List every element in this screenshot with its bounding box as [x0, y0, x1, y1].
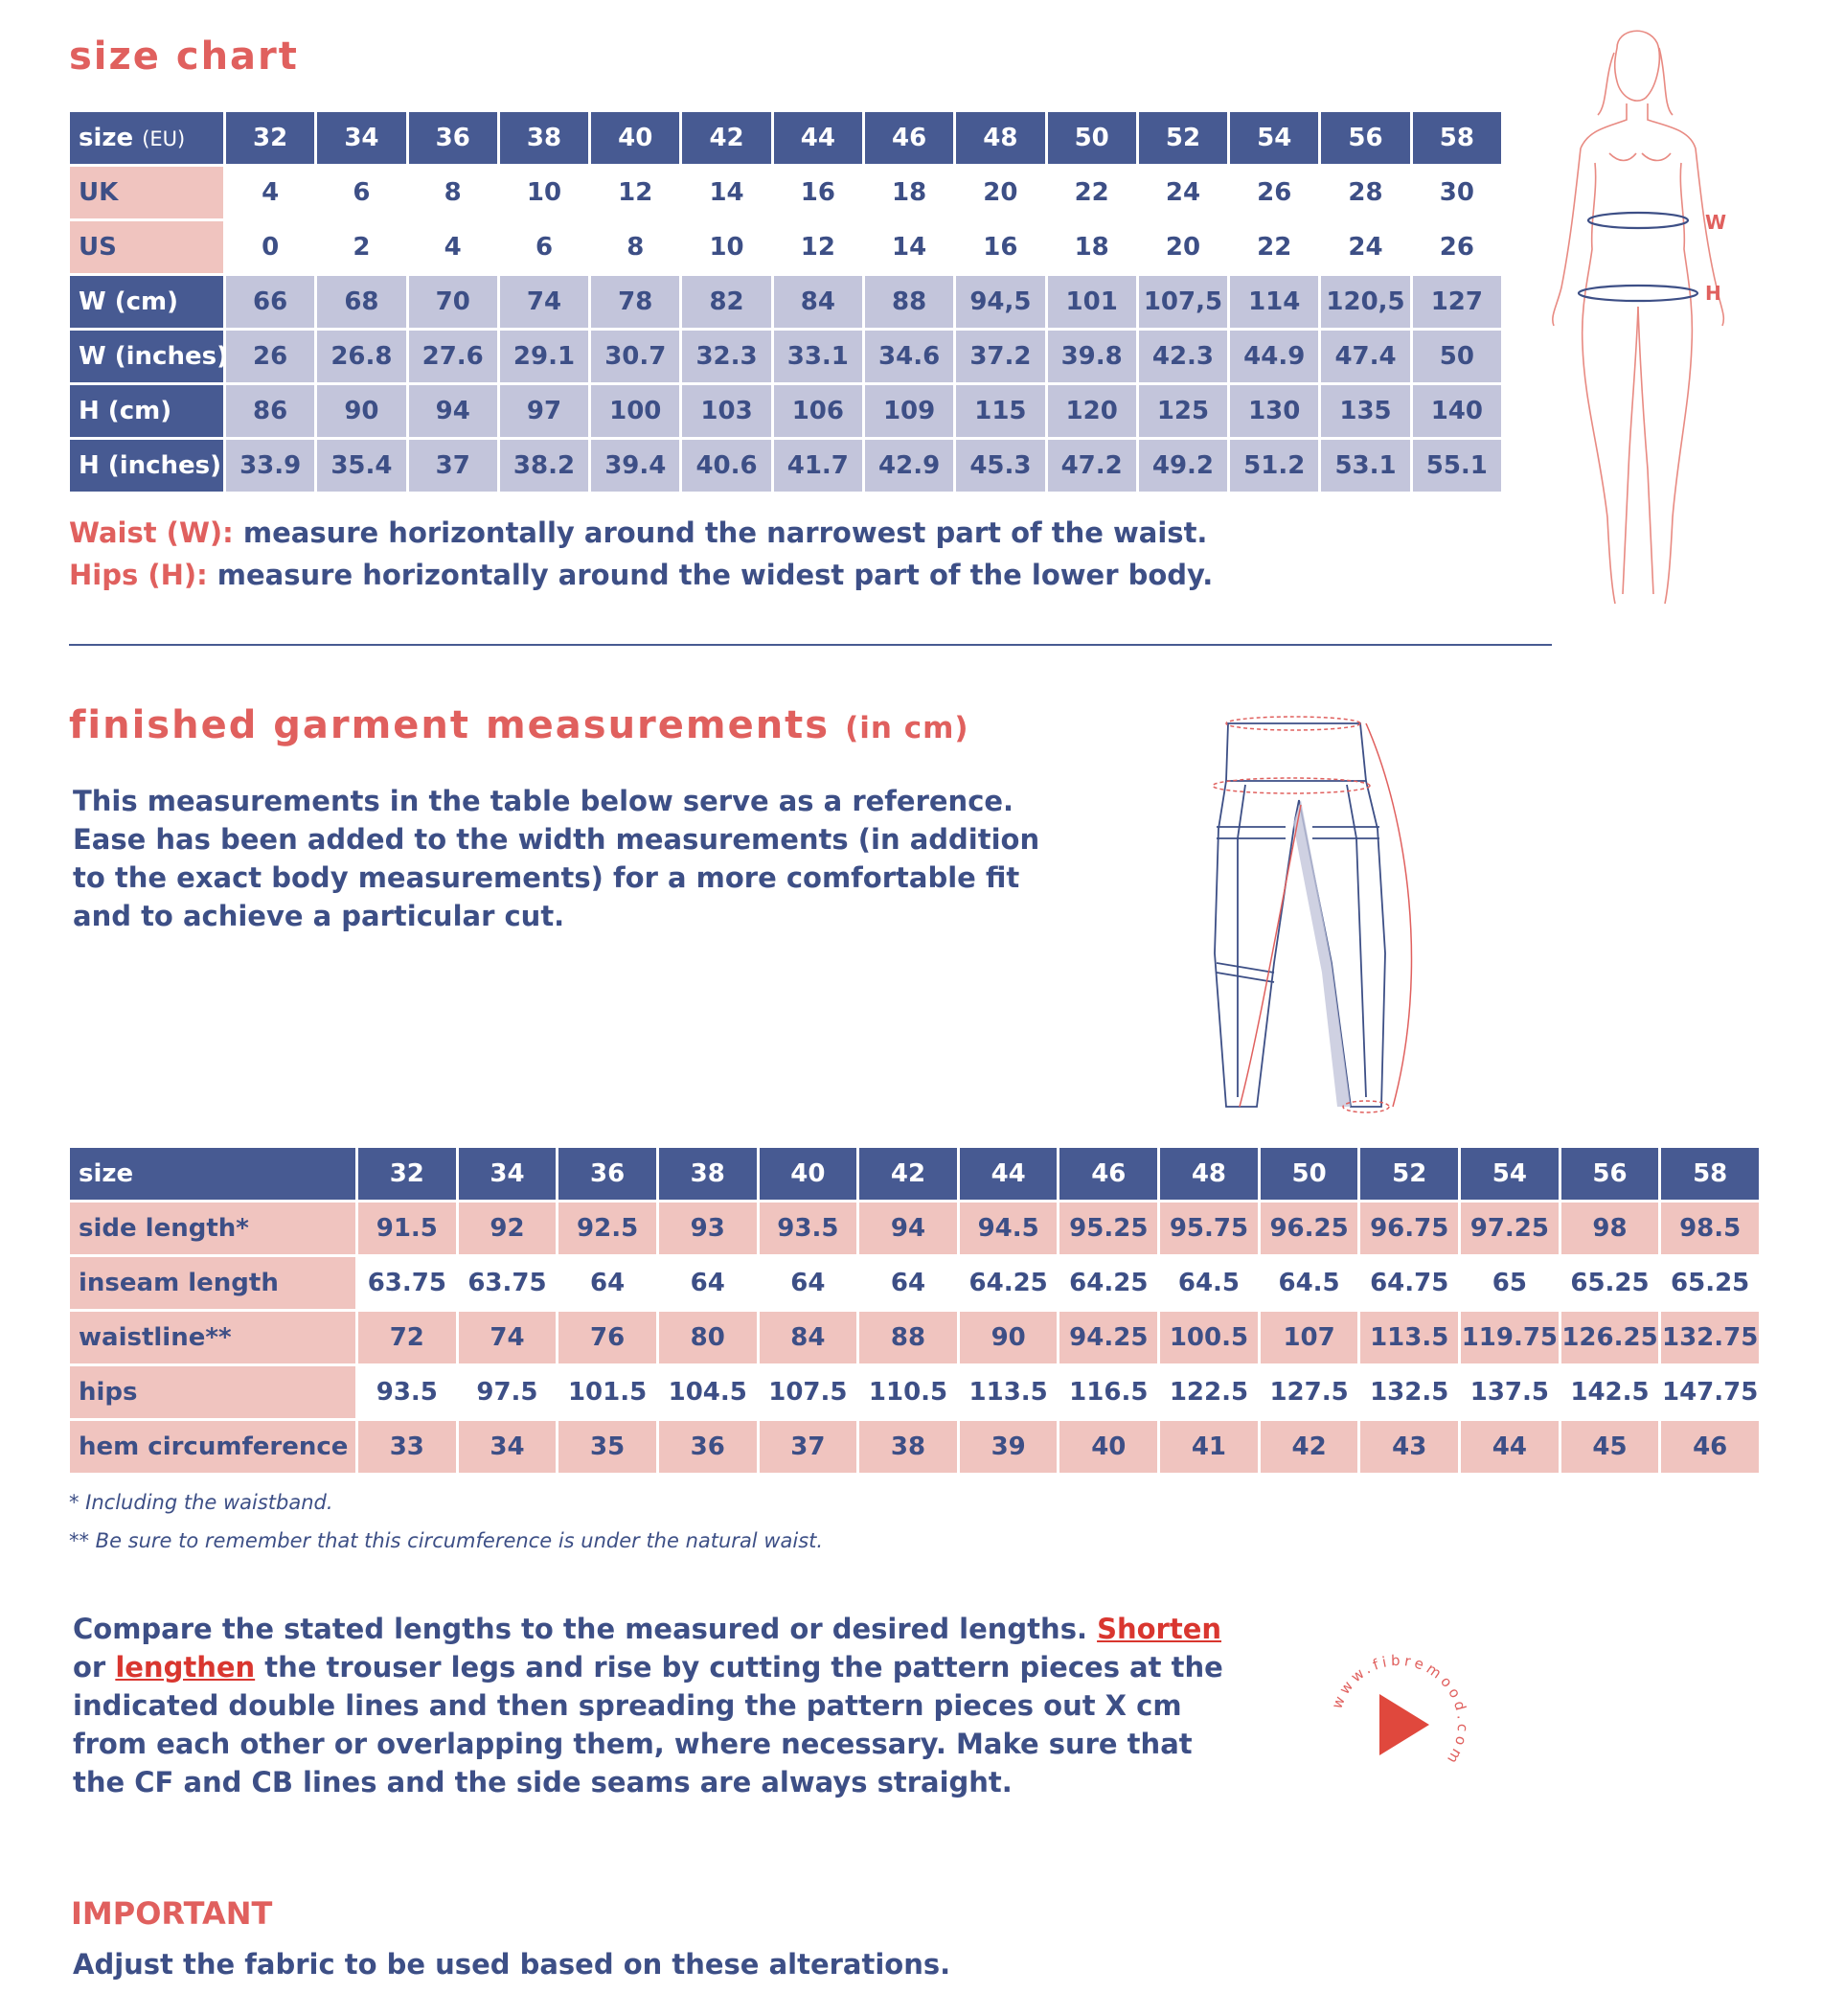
size-cell: 68	[317, 276, 405, 328]
size-cell: 10	[500, 167, 588, 218]
garment-cell: 63.75	[358, 1257, 456, 1309]
garment-cell: 95.25	[1059, 1203, 1157, 1254]
size-row	[70, 167, 1501, 218]
garment-header-row	[70, 1148, 1759, 1200]
size-cell: 12	[774, 221, 862, 273]
size-cell: 12	[591, 167, 679, 218]
garment-cell: 36	[659, 1421, 757, 1473]
garment-cell: 100.5	[1160, 1312, 1258, 1363]
garment-cell: 74	[459, 1312, 557, 1363]
garment-cell: 91.5	[358, 1203, 456, 1254]
garment-cell: 93	[659, 1203, 757, 1254]
size-cell: 24	[1321, 221, 1409, 273]
size-col: 42	[682, 112, 770, 164]
garment-size-col: 44	[960, 1148, 1058, 1200]
size-cell: 120	[1048, 385, 1136, 437]
garment-cell: 33	[358, 1421, 456, 1473]
size-col: 56	[1321, 112, 1409, 164]
garment-cell: 88	[859, 1312, 957, 1363]
size-cell: 4	[409, 221, 497, 273]
size-cell: 101	[1048, 276, 1136, 328]
size-col: 50	[1048, 112, 1136, 164]
size-cell: 29.1	[500, 331, 588, 382]
size-cell: 49.2	[1139, 440, 1227, 492]
size-cell: 120,5	[1321, 276, 1409, 328]
size-cell: 14	[682, 167, 770, 218]
size-col: 46	[865, 112, 953, 164]
garment-cell: 37	[760, 1421, 857, 1473]
garment-cell: 65	[1461, 1257, 1559, 1309]
garment-cell: 76	[558, 1312, 656, 1363]
important-text: Adjust the fabric to be used based on these alterations.	[73, 1948, 951, 1981]
size-cell: 127	[1413, 276, 1501, 328]
garment-cell: 35	[558, 1421, 656, 1473]
size-cell: 34.6	[865, 331, 953, 382]
size-cell: 37.2	[956, 331, 1044, 382]
size-row-label: H (cm)	[70, 385, 223, 437]
size-cell: 39.8	[1048, 331, 1136, 382]
size-cell: 47.2	[1048, 440, 1136, 492]
garment-intro: This measurements in the table below serve as a reference. Ease has been added to the width measurements (in addition to the exact body measurements) for a more comfortable fit and to achieve a particular cut.	[73, 785, 1040, 932]
garment-row	[70, 1257, 1759, 1309]
garment-cell: 64	[760, 1257, 857, 1309]
size-cell: 88	[865, 276, 953, 328]
garment-cell: 137.5	[1461, 1366, 1559, 1418]
size-chart-table	[67, 109, 1504, 494]
size-col: 32	[226, 112, 314, 164]
garment-cell: 34	[459, 1421, 557, 1473]
garment-cell: 44	[1461, 1421, 1559, 1473]
size-cell: 8	[591, 221, 679, 273]
figure-h-label: H	[1705, 282, 1721, 305]
garment-cell: 126.25	[1561, 1312, 1659, 1363]
size-cell: 24	[1139, 167, 1227, 218]
size-cell: 45.3	[956, 440, 1044, 492]
garment-cell: 94	[859, 1203, 957, 1254]
size-cell: 51.2	[1230, 440, 1318, 492]
garment-cell: 97.25	[1461, 1203, 1559, 1254]
size-cell: 10	[682, 221, 770, 273]
garment-row-label: waistline**	[70, 1312, 355, 1363]
size-cell: 103	[682, 385, 770, 437]
size-cell: 26	[226, 331, 314, 382]
size-cell: 107,5	[1139, 276, 1227, 328]
size-row	[70, 276, 1501, 328]
garment-cell: 110.5	[859, 1366, 957, 1418]
size-cell: 114	[1230, 276, 1318, 328]
footnote-waistband: * Including the waistband.	[69, 1491, 333, 1514]
size-row-label: H (inches)	[70, 440, 223, 492]
garment-cell: 142.5	[1561, 1366, 1659, 1418]
size-col: 34	[317, 112, 405, 164]
figure-w-label: W	[1705, 211, 1727, 234]
size-cell: 18	[1048, 221, 1136, 273]
garment-row-label: inseam length	[70, 1257, 355, 1309]
size-cell: 109	[865, 385, 953, 437]
garment-size-col: 56	[1561, 1148, 1659, 1200]
size-cell: 50	[1413, 331, 1501, 382]
waist-note: Waist (W): measure horizontally around the narrowest part of the waist.	[69, 516, 1208, 549]
size-cell: 70	[409, 276, 497, 328]
garment-cell: 113.5	[960, 1366, 1058, 1418]
size-col: 44	[774, 112, 862, 164]
size-cell: 42.9	[865, 440, 953, 492]
shorten-link[interactable]: Shorten	[1097, 1613, 1222, 1645]
size-row	[70, 331, 1501, 382]
garment-row	[70, 1312, 1759, 1363]
size-cell: 6	[500, 221, 588, 273]
size-col: 58	[1413, 112, 1501, 164]
size-cell: 32.3	[682, 331, 770, 382]
size-cell: 86	[226, 385, 314, 437]
size-cell: 0	[226, 221, 314, 273]
garment-cell: 42	[1261, 1421, 1358, 1473]
garment-cell: 93.5	[358, 1366, 456, 1418]
garment-size-col: 42	[859, 1148, 957, 1200]
garment-cell: 64.5	[1261, 1257, 1358, 1309]
size-cell: 39.4	[591, 440, 679, 492]
body-figure-illustration	[1504, 19, 1791, 623]
size-cell: 20	[1139, 221, 1227, 273]
garment-cell: 64.25	[1059, 1257, 1157, 1309]
garment-cell: 95.75	[1160, 1203, 1258, 1254]
garment-cell: 96.75	[1360, 1203, 1458, 1254]
size-cell: 44.9	[1230, 331, 1318, 382]
garment-cell: 127.5	[1261, 1366, 1358, 1418]
garment-row-label: hips	[70, 1366, 355, 1418]
garment-title: finished garment measurements (in cm)	[69, 703, 969, 747]
garment-cell: 92.5	[558, 1203, 656, 1254]
garment-size-col: 54	[1461, 1148, 1559, 1200]
garment-cell: 101.5	[558, 1366, 656, 1418]
garment-cell: 116.5	[1059, 1366, 1157, 1418]
size-header-row	[70, 112, 1501, 164]
size-col: 38	[500, 112, 588, 164]
garment-cell: 63.75	[459, 1257, 557, 1309]
garment-size-col: 36	[558, 1148, 656, 1200]
footnote-natural-waist: ** Be sure to remember that this circumference is under the natural waist.	[69, 1529, 824, 1552]
size-cell: 28	[1321, 167, 1409, 218]
garment-size-col: 46	[1059, 1148, 1157, 1200]
garment-cell: 92	[459, 1203, 557, 1254]
garment-cell: 90	[960, 1312, 1058, 1363]
size-cell: 115	[956, 385, 1044, 437]
size-cell: 26	[1413, 221, 1501, 273]
size-cell: 78	[591, 276, 679, 328]
size-cell: 100	[591, 385, 679, 437]
size-cell: 6	[317, 167, 405, 218]
garment-row	[70, 1203, 1759, 1254]
size-cell: 30.7	[591, 331, 679, 382]
fibremood-logo[interactable]	[1322, 1648, 1475, 1801]
size-cell: 35.4	[317, 440, 405, 492]
garment-cell: 132.5	[1360, 1366, 1458, 1418]
size-row-label: UK	[70, 167, 223, 218]
size-cell: 82	[682, 276, 770, 328]
garment-cell: 72	[358, 1312, 456, 1363]
size-cell: 33.9	[226, 440, 314, 492]
garment-cell: 45	[1561, 1421, 1659, 1473]
garment-row	[70, 1366, 1759, 1418]
size-cell: 22	[1048, 167, 1136, 218]
garment-cell: 107	[1261, 1312, 1358, 1363]
garment-cell: 119.75	[1461, 1312, 1559, 1363]
section-divider	[69, 644, 1552, 646]
garment-cell: 46	[1661, 1421, 1759, 1473]
garment-size-col: 34	[459, 1148, 557, 1200]
garment-cell: 107.5	[760, 1366, 857, 1418]
garment-size-col: 48	[1160, 1148, 1258, 1200]
garment-cell: 80	[659, 1312, 757, 1363]
size-cell: 53.1	[1321, 440, 1409, 492]
size-col: 54	[1230, 112, 1318, 164]
size-cell: 38.2	[500, 440, 588, 492]
size-cell: 16	[956, 221, 1044, 273]
size-cell: 26	[1230, 167, 1318, 218]
garment-cell: 97.5	[459, 1366, 557, 1418]
size-cell: 14	[865, 221, 953, 273]
garment-cell: 113.5	[1360, 1312, 1458, 1363]
garment-cell: 93.5	[760, 1203, 857, 1254]
garment-cell: 122.5	[1160, 1366, 1258, 1418]
size-cell: 130	[1230, 385, 1318, 437]
garment-cell: 98	[1561, 1203, 1659, 1254]
garment-cell: 39	[960, 1421, 1058, 1473]
garment-cell: 132.75	[1661, 1312, 1759, 1363]
size-col: 40	[591, 112, 679, 164]
garment-cell: 43	[1360, 1421, 1458, 1473]
important-heading: IMPORTANT	[71, 1895, 273, 1932]
size-cell: 30	[1413, 167, 1501, 218]
size-cell: 33.1	[774, 331, 862, 382]
garment-size-col: 50	[1261, 1148, 1358, 1200]
garment-cell: 147.75	[1661, 1366, 1759, 1418]
garment-cell: 64	[659, 1257, 757, 1309]
size-cell: 16	[774, 167, 862, 218]
size-cell: 22	[1230, 221, 1318, 273]
garment-cell: 96.25	[1261, 1203, 1358, 1254]
garment-cell: 41	[1160, 1421, 1258, 1473]
lengthen-link[interactable]: lengthen	[115, 1651, 256, 1684]
garment-table	[67, 1145, 1762, 1476]
logo-text: www.fibremood.com	[1328, 1651, 1472, 1771]
size-cell: 4	[226, 167, 314, 218]
size-col: 36	[409, 112, 497, 164]
garment-size-col: 38	[659, 1148, 757, 1200]
size-cell: 37	[409, 440, 497, 492]
trousers-illustration	[1178, 704, 1456, 1126]
size-cell: 90	[317, 385, 405, 437]
garment-size-col: 58	[1661, 1148, 1759, 1200]
size-cell: 94	[409, 385, 497, 437]
hips-note: Hips (H): measure horizontally around the widest part of the lower body.	[69, 559, 1214, 591]
garment-cell: 64.75	[1360, 1257, 1458, 1309]
size-row-label: W (cm)	[70, 276, 223, 328]
size-row	[70, 385, 1501, 437]
garment-row-label: hem circumference	[70, 1421, 355, 1473]
garment-cell: 94.5	[960, 1203, 1058, 1254]
garment-cell: 40	[1059, 1421, 1157, 1473]
size-row	[70, 440, 1501, 492]
play-icon	[1379, 1694, 1429, 1755]
size-cell: 94,5	[956, 276, 1044, 328]
size-cell: 40.6	[682, 440, 770, 492]
size-cell: 97	[500, 385, 588, 437]
garment-size-col: 40	[760, 1148, 857, 1200]
size-cell: 135	[1321, 385, 1409, 437]
size-header-label: size (EU)	[70, 112, 223, 164]
garment-cell: 84	[760, 1312, 857, 1363]
size-col: 48	[956, 112, 1044, 164]
garment-cell: 64.5	[1160, 1257, 1258, 1309]
garment-cell: 98.5	[1661, 1203, 1759, 1254]
garment-cell: 38	[859, 1421, 957, 1473]
garment-size-col: 52	[1360, 1148, 1458, 1200]
size-cell: 106	[774, 385, 862, 437]
size-cell: 8	[409, 167, 497, 218]
size-cell: 84	[774, 276, 862, 328]
size-col: 52	[1139, 112, 1227, 164]
garment-cell: 104.5	[659, 1366, 757, 1418]
size-cell: 20	[956, 167, 1044, 218]
size-row-label: W (inches)	[70, 331, 223, 382]
alteration-instructions: Compare the stated lengths to the measured or desired lengths. Shorten or lengthen the trouser legs and rise by cutting the pattern pieces at the indicated double lines and then spreading the pattern pieces out X cm from each other or overlapping them, where necessary. Make sure that the CF and CB lines and the side seams are always straight.	[73, 1613, 1223, 1798]
garment-cell: 64.25	[960, 1257, 1058, 1309]
garment-cell: 64	[859, 1257, 957, 1309]
size-cell: 47.4	[1321, 331, 1409, 382]
size-cell: 140	[1413, 385, 1501, 437]
size-cell: 26.8	[317, 331, 405, 382]
size-cell: 55.1	[1413, 440, 1501, 492]
garment-row	[70, 1421, 1759, 1473]
garment-row-label: side length*	[70, 1203, 355, 1254]
garment-cell: 65.25	[1561, 1257, 1659, 1309]
size-cell: 2	[317, 221, 405, 273]
size-row-label: US	[70, 221, 223, 273]
size-row	[70, 221, 1501, 273]
size-cell: 125	[1139, 385, 1227, 437]
garment-cell: 65.25	[1661, 1257, 1759, 1309]
garment-size-col: 32	[358, 1148, 456, 1200]
size-chart-title: size chart	[69, 34, 299, 79]
garment-header-label: size	[70, 1148, 355, 1200]
size-cell: 41.7	[774, 440, 862, 492]
garment-cell: 94.25	[1059, 1312, 1157, 1363]
size-cell: 27.6	[409, 331, 497, 382]
garment-cell: 64	[558, 1257, 656, 1309]
size-cell: 18	[865, 167, 953, 218]
size-cell: 66	[226, 276, 314, 328]
size-cell: 74	[500, 276, 588, 328]
size-cell: 42.3	[1139, 331, 1227, 382]
